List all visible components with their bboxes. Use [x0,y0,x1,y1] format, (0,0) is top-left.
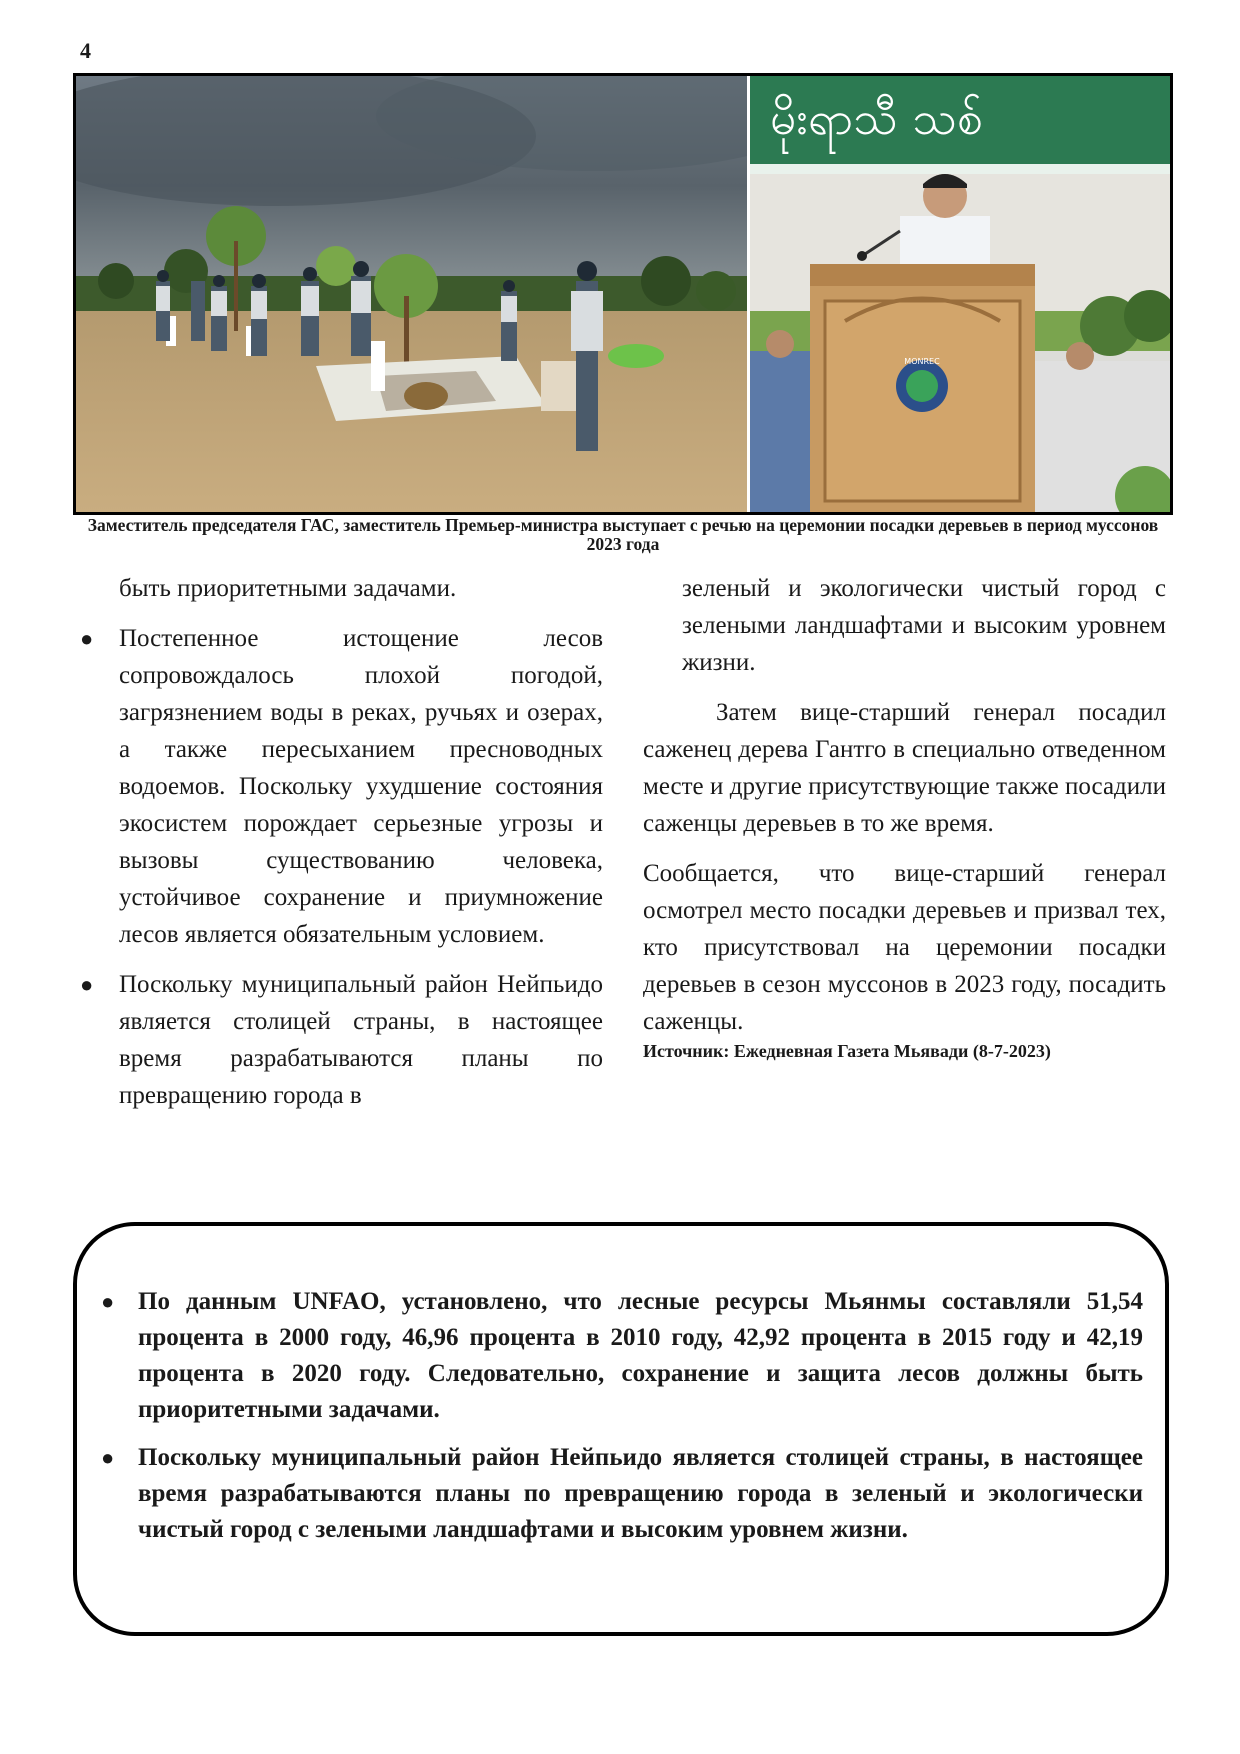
bullet-text: Поскольку муниципальный район Нейпьидо является столицей страны, в настоящее время разрабатываются планы по превращению города в зеленый и экологически чистый город с зелеными ландшафтами и высоким уровнем жизни. [138,1444,1143,1543]
list-item [80,966,603,1114]
photo-caption: Заместитель председателя ГАС, заместитель Премьер-министра выступает с речью на церемонии посадки деревьев в период муссонов 2023 года [87,515,1159,554]
right-continuation-text: зеленый и экологически чистый город с зелеными ландшафтами и высоким уровнем жизни. [682,575,1166,676]
emblem-text: MONREC [904,357,940,366]
list-item [101,1284,1143,1428]
bullet-text: По данным UNFAO, установлено, что лесные ресурсы Мьянмы составляли 51,54 процента в 2000 году, 46,96 процента в 2010 году, 42,92 процента в 2015 году и 42,19 процента в 2020 году. Следовательно, сохранение и защита лесов должны быть приоритетными задачами. [138,1288,1143,1423]
bullet-icon: ● [101,1445,115,1470]
bullet-icon: ● [101,1289,115,1314]
banner-text: မိုးရာသီ သစ် [770,91,983,145]
left-column [80,570,603,1114]
right-column [643,570,1166,1062]
source-citation: Источник: Ежедневная Газета Мьявади (8-7-2023) [643,1041,1051,1061]
list-item [80,620,603,953]
page-number: 4 [80,38,91,63]
speech-photo [750,76,1170,512]
list-item [101,1440,1143,1548]
photo-frame [73,73,1173,515]
bullet-icon: ● [80,626,94,651]
paragraph: Затем вице-старший генерал посадил саженец дерева Гантго в специально отведенном месте и другие присутствующие также посадили саженцы деревьев в то же время. [643,699,1166,837]
bullet-icon: ● [80,972,94,997]
paragraph: Сообщается, что вице-старший генерал осмотрел место посадки деревьев и призвал тех, кто присутствовал на церемонии посадки деревьев в сезон муссонов в 2023 году, посадить саженцы. [643,860,1166,1035]
highlight-box [73,1222,1169,1636]
tree-planting-photo [76,76,750,512]
bullet-text: Постепенное истощение лесов сопровождалось плохой погодой, загрязнением воды в реках, ручьях и озерах, а также пересыханием пресноводных водоемов. Поскольку ухудшение состояния экосистем порождает серьезные угрозы и вызовы существованию человека, устойчивое сохранение и приумножение лесов является обязательным условием. [119,625,603,948]
left-continuation-text: быть приоритетными задачами. [119,575,457,602]
bullet-text: Поскольку муниципальный район Нейпьидо является столицей страны, в настоящее время разрабатываются планы по превращению города в [119,971,603,1109]
